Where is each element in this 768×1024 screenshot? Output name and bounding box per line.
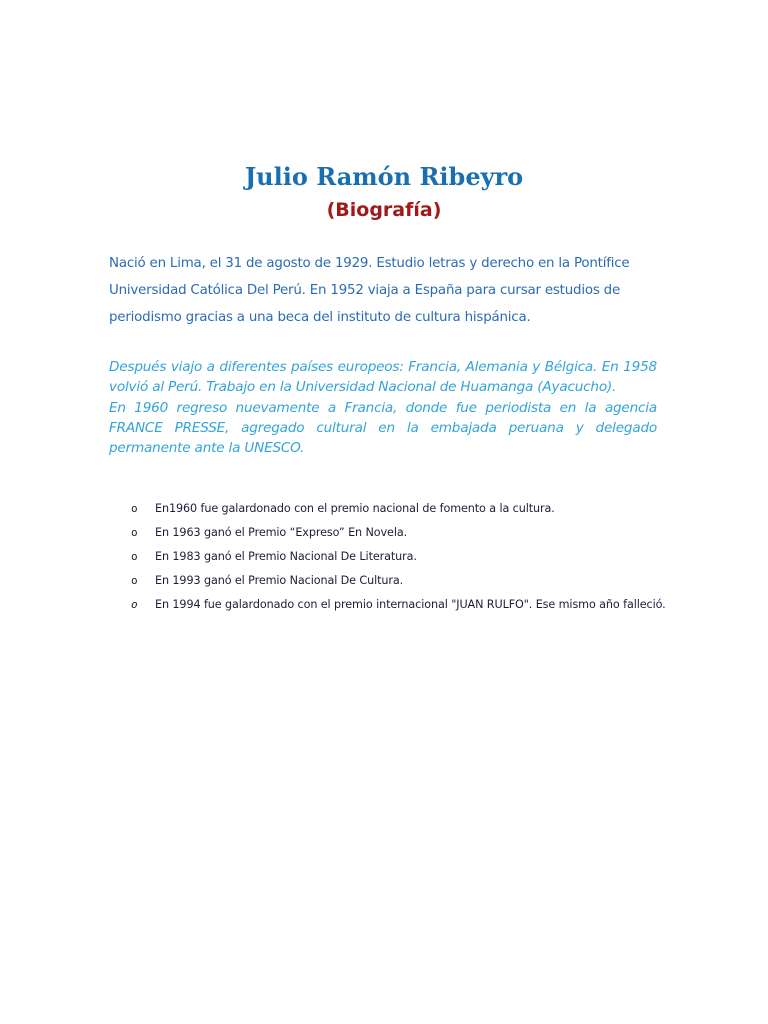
- bullet-icon: o: [131, 598, 138, 611]
- biography-paragraph-2: [109, 357, 657, 458]
- bullet-icon: o: [131, 574, 138, 587]
- bullet-icon: o: [131, 550, 138, 563]
- biography-paragraph-2-part-a: Después viajo a diferentes países europeos: Francia, Alemania y Bélgica. En 1958 volvió al Perú. Trabajo en la Universidad Nacional de Huamanga (Ayacucho).: [109, 359, 657, 396]
- list-item: [131, 497, 671, 521]
- list-item: [131, 569, 671, 593]
- list-item: [131, 521, 671, 545]
- award-text: En 1963 ganó el Premio “Expreso” En Novela.: [155, 526, 408, 539]
- bullet-icon: o: [131, 502, 138, 515]
- award-text: En 1993 ganó el Premio Nacional De Cultura.: [155, 574, 404, 587]
- biography-paragraph-2-part-b: En 1960 regreso nuevamente a Francia, donde fue periodista en la agencia FRANCE PRESSE, agregado cultural en la embajada peruana y delegado permanente ante la UNESCO.: [109, 399, 657, 457]
- page-title: Julio Ramón Ribeyro: [244, 162, 524, 191]
- page-subtitle: (Biografía): [326, 199, 442, 221]
- biography-paragraph-1: Nació en Lima, el 31 de agosto de 1929. Estudio letras y derecho en la Pontífice Universidad Católica Del Perú. En 1952 viaja a España para cursar estudios de periodismo gracias a una beca del instituto de cultura hispánica.: [109, 256, 630, 325]
- award-text: En 1983 ganó el Premio Nacional De Literatura.: [155, 550, 417, 563]
- list-item: [131, 593, 671, 617]
- awards-list: [131, 497, 671, 617]
- bullet-icon: o: [131, 526, 138, 539]
- list-item: [131, 545, 671, 569]
- award-text: En 1994 fue galardonado con el premio internacional "JUAN RULFO". Ese mismo año falleció.: [155, 598, 666, 611]
- award-text: En1960 fue galardonado con el premio nacional de fomento a la cultura.: [155, 502, 555, 515]
